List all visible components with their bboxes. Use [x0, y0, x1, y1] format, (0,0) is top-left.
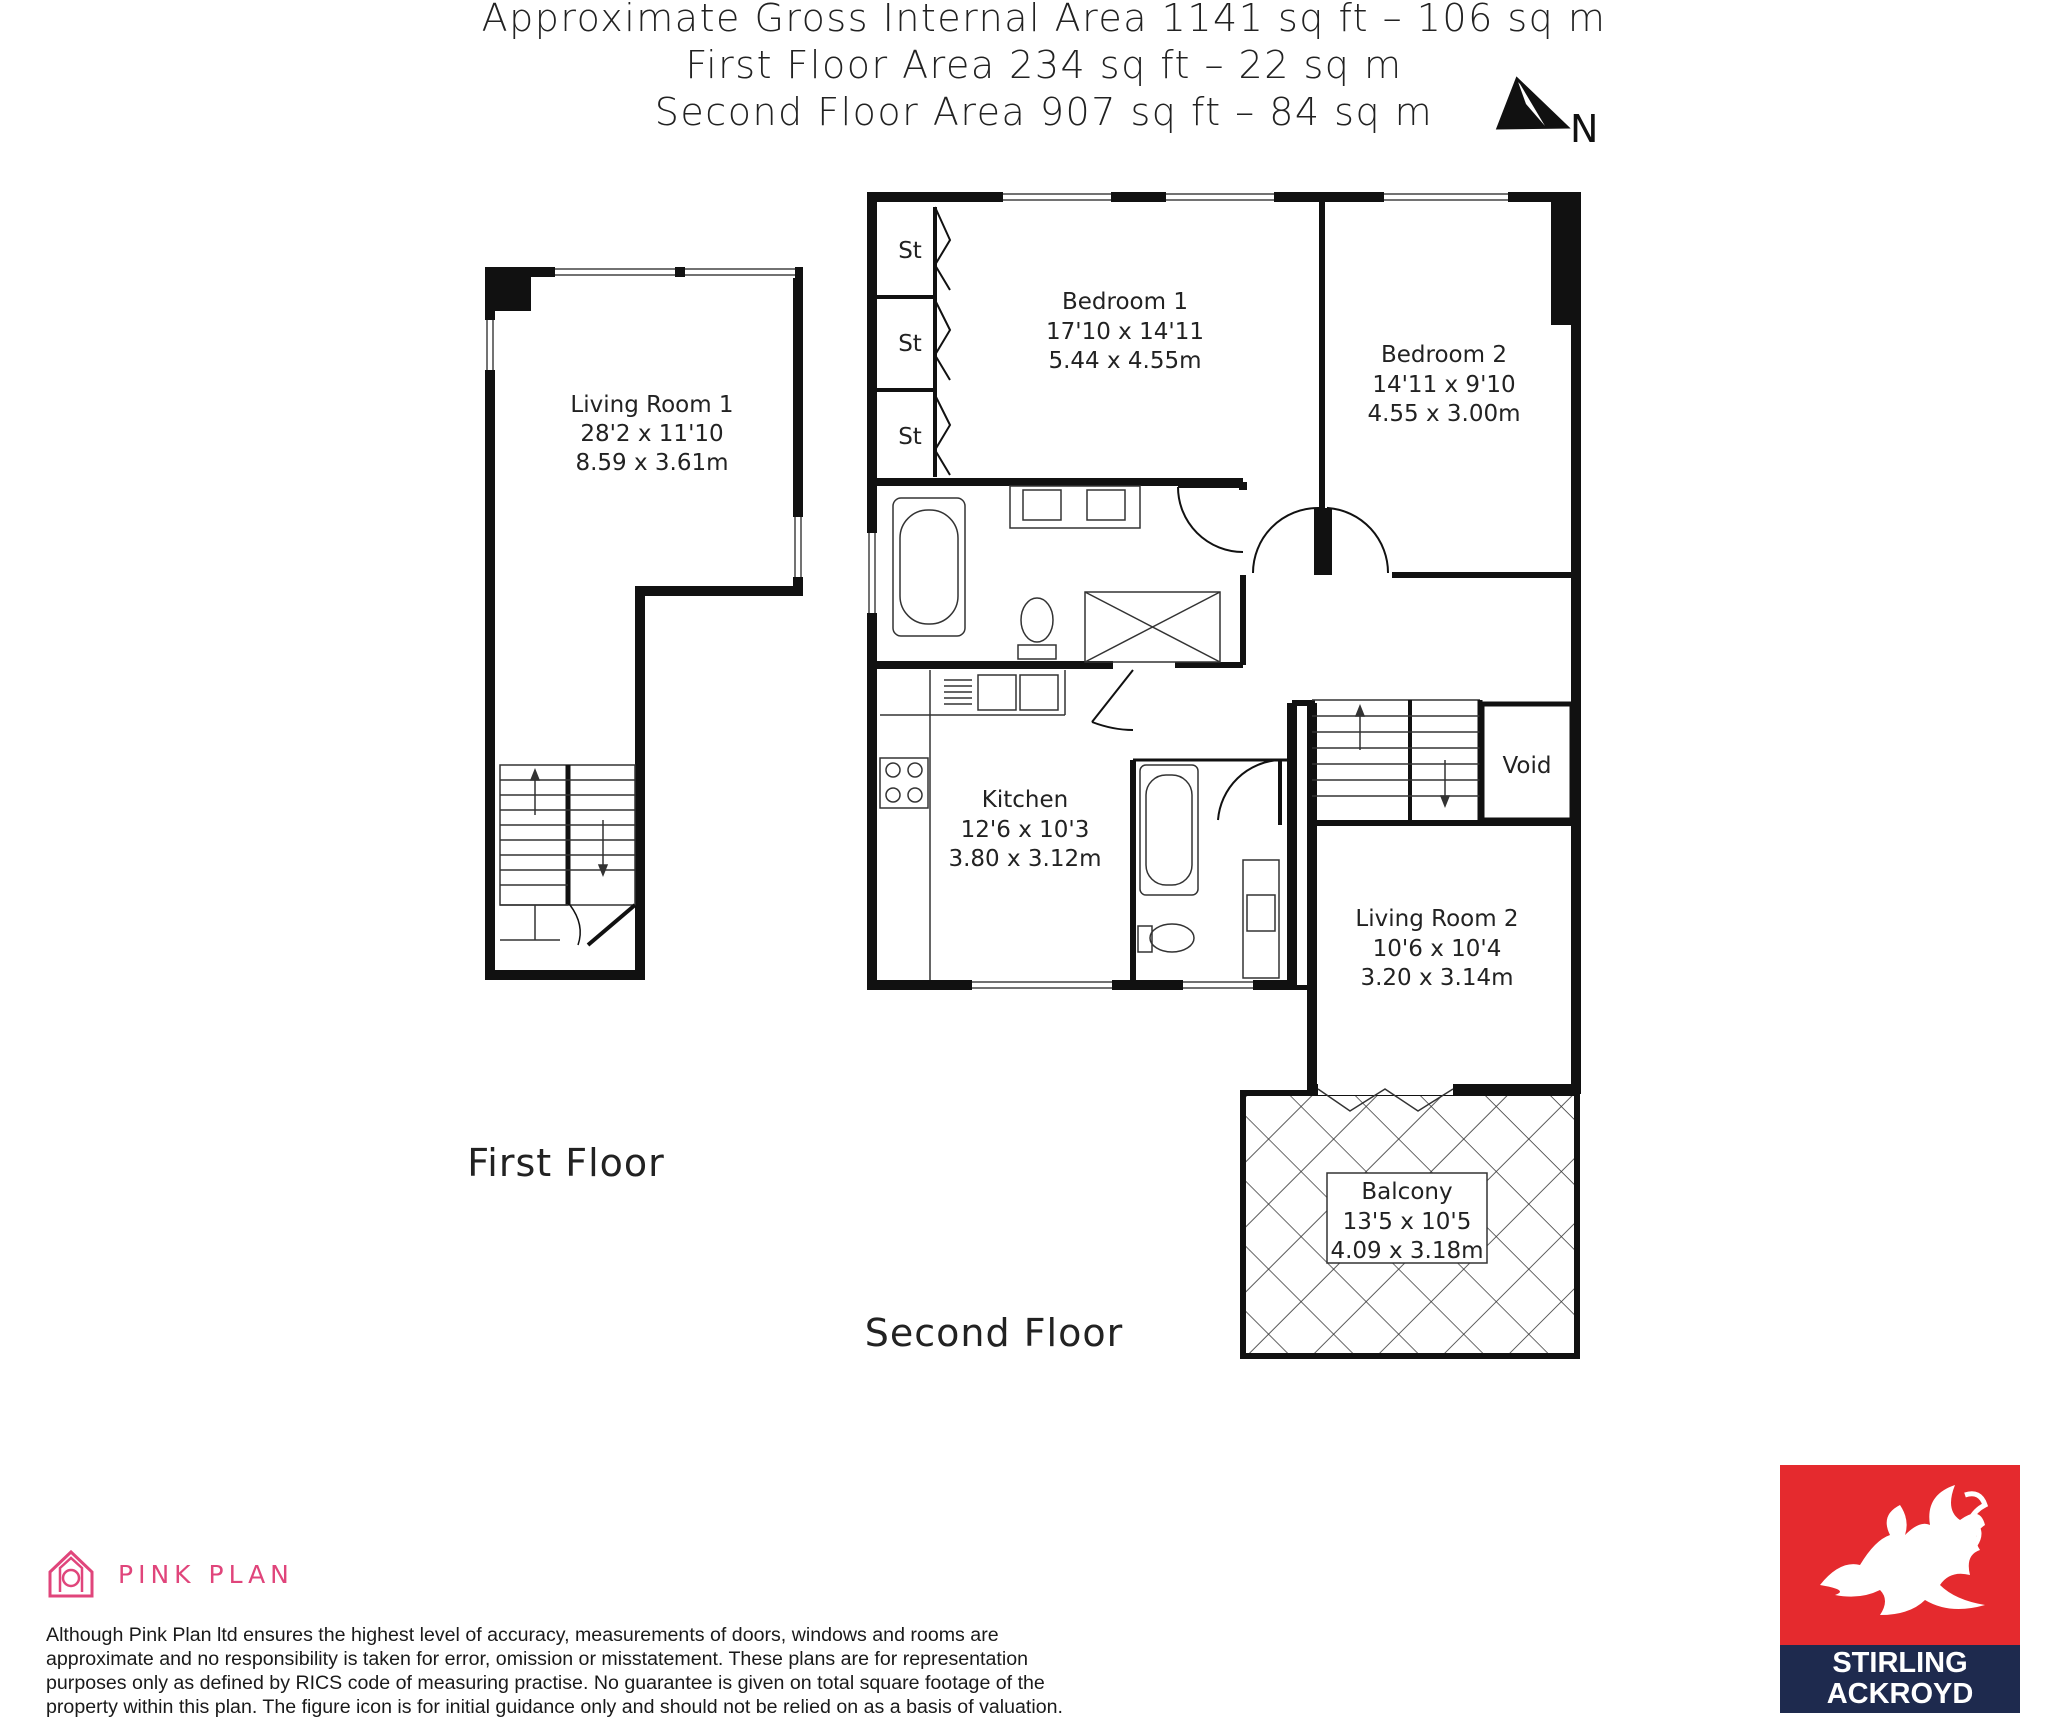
bedroom-2-metric: 4.55 x 3.00m: [1367, 401, 1521, 427]
griffin-icon: [1780, 1465, 2020, 1645]
storage-label-1: St: [898, 238, 922, 264]
shower-room-fixtures: [1138, 765, 1279, 978]
first-floor-label: First Floor: [467, 1141, 665, 1185]
living-room-1-name: Living Room 1: [570, 392, 734, 418]
brand-name-line-1: STIRLING: [1832, 1647, 1968, 1679]
brand-red-panel: [1780, 1465, 2020, 1645]
living-room-2-name: Living Room 2: [1355, 906, 1519, 932]
storage-label-3: St: [898, 424, 922, 450]
bedroom-1-name: Bedroom 1: [1062, 289, 1188, 315]
bedroom-2-name: Bedroom 2: [1381, 342, 1507, 368]
bedroom-2-imperial: 14'11 x 9'10: [1372, 372, 1516, 398]
bathroom-fixtures: [893, 486, 1220, 662]
compass-north-label: N: [1570, 107, 1599, 151]
balcony-name: Balcony: [1361, 1179, 1453, 1205]
kitchen-metric: 3.80 x 3.12m: [948, 846, 1102, 872]
balcony-imperial: 13'5 x 10'5: [1342, 1209, 1472, 1235]
gross-area-text: Approximate Gross Internal Area 1141 sq ft – 106 sq m: [481, 0, 1607, 40]
brand-navy-panel: [1780, 1645, 2020, 1713]
kitchen-name: Kitchen: [981, 787, 1069, 813]
first-floor-plan: [484, 266, 804, 975]
pink-plan-logo: [46, 1548, 294, 1600]
second-floor-area-text: Second Floor Area 907 sq ft – 84 sq m: [654, 90, 1434, 134]
living-room-2-metric: 3.20 x 3.14m: [1360, 965, 1514, 991]
living-room-1-metric: 8.59 x 3.61m: [575, 450, 729, 476]
north-arrow-icon: [1498, 79, 1598, 151]
second-floor-label: Second Floor: [864, 1311, 1124, 1355]
kitchen-imperial: 12'6 x 10'3: [960, 817, 1090, 843]
first-floor-area-text: First Floor Area 234 sq ft – 22 sq m: [685, 43, 1403, 87]
disclaimer-text: Although Pink Plan ltd ensures the highest level of accuracy, measurements of doors, windows and rooms are approximate and no responsibility is taken for error, omission or misstatement. These plans are for representation purposes only as defined by RICS code of measuring practise. No guarantee is given on total square footage of the property within this plan. The figure icon is for initial guidance only and should not be relied on as a basis of valuation.: [46, 1624, 1063, 1718]
brand-name-line-2: ACKROYD: [1826, 1678, 1974, 1710]
bedroom-1-metric: 5.44 x 4.55m: [1048, 348, 1202, 374]
void-label: Void: [1502, 753, 1552, 779]
bedroom-1-imperial: 17'10 x 14'11: [1046, 319, 1204, 345]
pink-plan-label: PINK PLAN: [118, 1559, 294, 1589]
living-room-2-imperial: 10'6 x 10'4: [1372, 936, 1502, 962]
pink-plan-house-icon: [46, 1548, 96, 1600]
storage-label-2: St: [898, 331, 922, 357]
first-floor-stairs: [500, 765, 635, 945]
stirling-ackroyd-logo: [1780, 1465, 2020, 1713]
living-room-1-imperial: 28'2 x 11'10: [580, 421, 724, 447]
balcony-metric: 4.09 x 3.18m: [1330, 1238, 1484, 1264]
